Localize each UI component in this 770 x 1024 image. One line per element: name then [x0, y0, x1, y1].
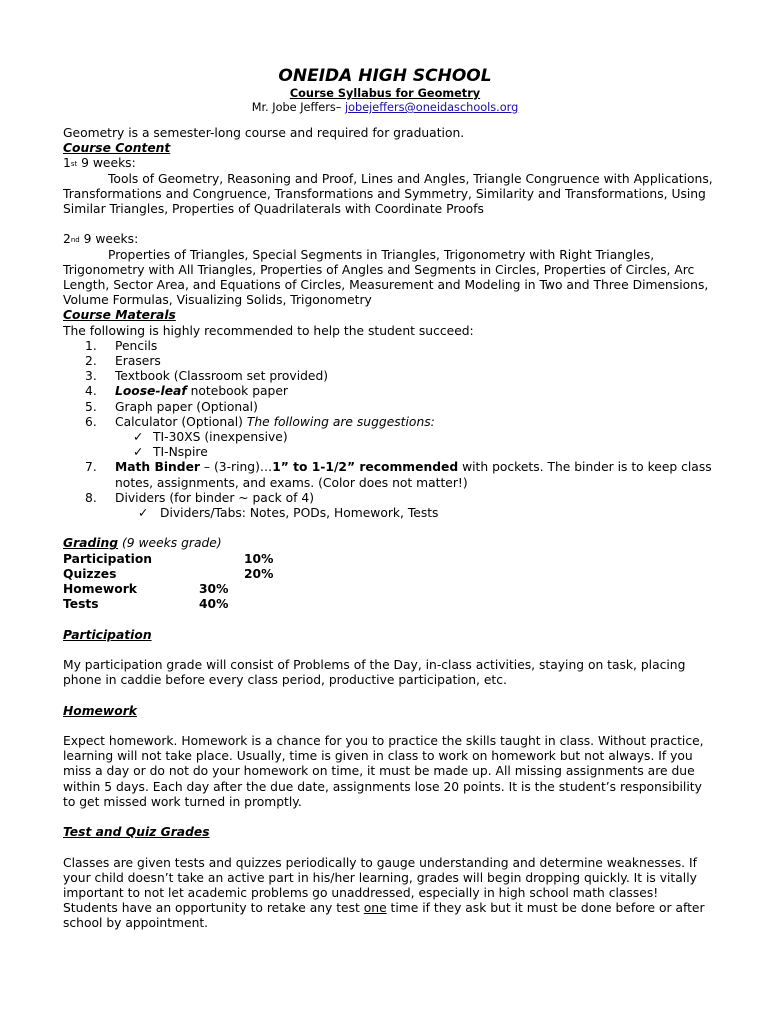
grade-label: Participation [63, 551, 153, 566]
item-text: Textbook (Classroom set provided) [115, 369, 329, 384]
tests-text-part: time if they ask but it must be done before or after school by appointment. [63, 901, 705, 931]
item-emphasis: Loose-leaf [115, 384, 187, 399]
grade-percent: 20% [244, 566, 274, 581]
list-item [63, 415, 713, 461]
item-note: The following are suggestions: [246, 414, 435, 429]
item-emphasis: 1” to 1-1/2” recommended [272, 460, 459, 475]
second-term-text: 9 weeks: [79, 232, 139, 247]
list-item [63, 400, 713, 415]
item-number: 6. [85, 414, 97, 429]
second-term-topics-text: Properties of Triangles, Special Segments in Triangles, Trigonometry with Right Triangles, Trigonometry with All Triangles, Properties of Angles and Segments in Circles, Properties of Circles, Arc Length, Sector Area, and Equations of Circles, Measurement and Modeling in Two and Three Dimensions, Volume Formulas, Visualizing Solids, Trigonometry [63, 247, 709, 308]
list-item [63, 460, 713, 490]
item-number: 8. [85, 490, 97, 505]
table-row [63, 582, 713, 597]
course-materials-heading: Course Materals [63, 308, 176, 323]
homework-text: Expect homework. Homework is a chance for you to practice the skills taught in class. Without practice, learning will not take place. Usually, time is given in class to work on homework but not always. If you miss a day or do not do your homework on time, it must be made up. All missing assignments are due within 5 days. Each day after the due date, assignments lose 20 points. It is the student’s responsibility to get missed work turned in promptly. [63, 733, 704, 809]
grade-label: Quizzes [63, 566, 117, 581]
list-item [63, 339, 713, 354]
item-text: with pockets. The binder is to keep class notes, assignments, and exams. (Color does not matter!) [115, 460, 712, 490]
participation-text: My participation grade will consist of Problems of the Day, in-class activities, staying on task, placing phone in caddie before every class period, productive participation, etc. [63, 657, 686, 688]
calculator-list [115, 430, 713, 460]
tests-text [63, 856, 713, 932]
item-number: 3. [85, 369, 97, 384]
document-header [0, 66, 770, 115]
homework-heading: Homework [63, 703, 137, 718]
table-row [63, 552, 713, 567]
second-term-topics [63, 248, 713, 309]
item-number: 7. [85, 460, 97, 475]
item-text: Dividers/Tabs: Notes, PODs, Homework, Tests [160, 506, 439, 521]
intro-text: Geometry is a semester-long course and required for graduation. [63, 126, 465, 140]
tests-heading: Test and Quiz Grades [63, 825, 210, 840]
grade-label: Homework [63, 582, 137, 597]
grading-heading: Grading [63, 536, 119, 551]
second-term-suffix: nd [70, 236, 80, 245]
item-text: Erasers [115, 354, 161, 369]
participation-heading: Participation [63, 627, 152, 642]
list-item [115, 445, 713, 460]
item-number: 4. [85, 384, 97, 399]
document-body [63, 126, 713, 932]
item-text: TI-Nspire [153, 445, 208, 460]
item-text: Graph paper (Optional) [115, 399, 258, 414]
teacher-email-link[interactable]: jobejeffers@oneidaschools.org [344, 101, 519, 114]
grade-label: Tests [63, 597, 99, 612]
teacher-name: Mr. Jobe Jeffers– [251, 101, 345, 114]
second-term-number: 2 [63, 232, 71, 247]
list-item [63, 354, 713, 369]
first-term-text: 9 weeks: [77, 156, 136, 171]
grading-table [63, 552, 713, 613]
list-item [63, 369, 713, 384]
item-emphasis: Math Binder [115, 460, 200, 475]
school-title: ONEIDA HIGH SCHOOL [278, 66, 492, 86]
course-content-heading: Course Content [63, 141, 171, 156]
item-number: 2. [85, 354, 97, 369]
first-term-suffix: st [70, 160, 78, 169]
first-term-topics [63, 172, 713, 218]
item-text: Dividers (for binder ~ pack of 4) [115, 490, 315, 505]
grade-percent: 30% [199, 582, 229, 597]
grading-note: (9 weeks grade) [118, 536, 222, 551]
divider-list [115, 506, 713, 521]
grading-heading-line [63, 536, 713, 551]
table-row [63, 597, 713, 612]
item-text: notebook paper [186, 384, 288, 399]
list-item [63, 491, 713, 521]
tests-text-underlined: one [363, 901, 387, 916]
checkmark-icon: ✓ [133, 445, 144, 460]
checkmark-icon: ✓ [133, 430, 144, 445]
materials-intro: The following is highly recommended to help the student succeed: [63, 323, 474, 338]
item-text: TI-30XS (inexpensive) [153, 430, 288, 445]
item-number: 5. [85, 399, 97, 414]
list-item [115, 506, 713, 521]
materials-list [63, 339, 713, 521]
second-term-label [63, 232, 713, 247]
tests-text-part: Classes are given tests and quizzes periodically to gauge understanding and determine weaknesses. If your child doesn’t take an active part in his/her learning, grades will begin dropping quickly. It is vitally important to not let academic problems go unaddressed, especially in high school math classes! Students have an opportunity to retake any test [63, 855, 697, 916]
checkmark-icon: ✓ [138, 506, 149, 521]
item-text: Calculator (Optional) [115, 414, 247, 429]
grade-percent: 40% [199, 597, 229, 612]
grade-percent: 10% [244, 551, 274, 566]
first-term-topics-text: Tools of Geometry, Reasoning and Proof, Lines and Angles, Triangle Congruence with Applications, Transformations and Congruence, Transformations and Symmetry, Similarity and Transformations, Using Similar Triangles, Properties of Quadrilaterals with Coordinate Proofs [63, 171, 713, 217]
teacher-line [0, 101, 770, 115]
course-title: Course Syllabus for Geometry [289, 87, 481, 100]
list-item [115, 430, 713, 445]
item-text: Pencils [115, 338, 158, 353]
first-term-label [63, 156, 713, 171]
list-item [63, 384, 713, 399]
table-row [63, 567, 713, 582]
item-number: 1. [85, 338, 97, 353]
first-term-number: 1 [63, 156, 71, 171]
item-text: – (3-ring)… [200, 460, 273, 475]
